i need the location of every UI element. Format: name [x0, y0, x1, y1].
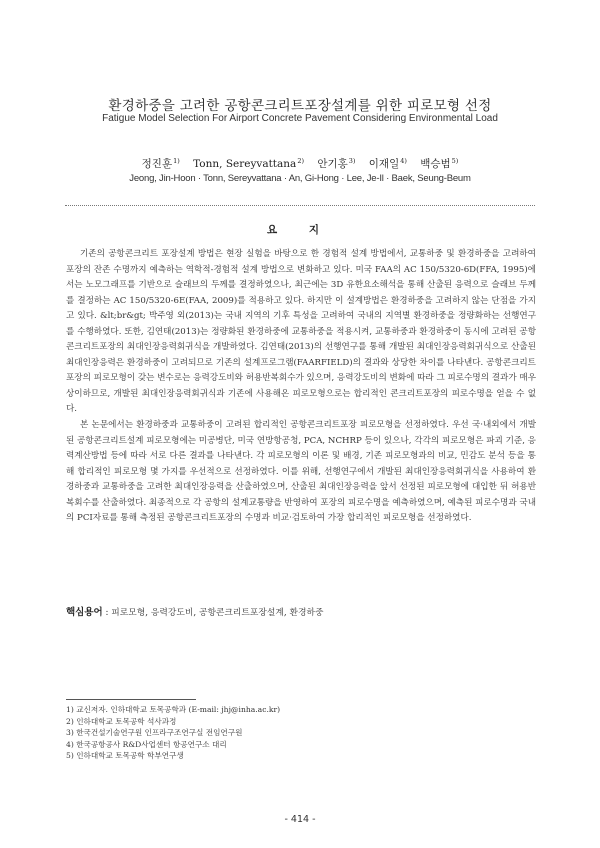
author-footnote-mark: 1): [173, 157, 180, 165]
author-5: [420, 158, 458, 170]
abstract-paragraph-1: 기존의 공항콘크리트 포장설계 방법은 현장 실험을 바탕으로 한 경험적 설계 방법에서, 교통하중 및 환경하중을 고려하여 포장의 잔존 수명까지 예측하는 역학적-경험적 설계 방법으로 변화하고 있다. 미국 FAA의 AC 150/5320-6D(FFA, 1995)에서는 노모그래프를 기반으로 슬래브의 두께를 결정하였으나, 최근에는 3D 유한요소해석을 통해 산출된 응력으로 슬래브 두께를 결정하는 AC 150/5320-6E(FAA, 2009)를 적용하고 있다. 하지만 이 설계방법은 환경하중을 고려하지 않는 단점을 가지고 있다. &lt;br&gt; 박주영 외(2013)는 국내 지역의 기후 특성을 고려하여 국내의 지역별 환경하중을 정량화하는 선행연구를 수행하였다. 또한, 김연태(2013)는 정량화된 환경하중에 교통하중을 적용시켜, 교통하중과 환경하중이 동시에 고려된 공항콘크리트포장의 최대인장응력회귀식을 개발하였다. 김연태(2013)의 선행연구를 통해 개발된 최대인장응력회귀식으로 산출된 최대인장응력은 환경하중이 고려되므로 기존의 설계프로그램(FAARFIELD)의 결과와 상당한 차이를 나타낸다. 공항콘크리트포장의 피로모형이 갖는 변수로는 응력강도비와 허용반복회수가 있으며, 응력강도비의 변화에 따라 그 피로수명의 결과가 매우 상이하므로, 개발된 최대인장응력회귀식과 기존에 사용해온 피로모형으로는 합리적인 콘크리트포장의 피로수명을 얻을 수 없다.: [66, 249, 536, 415]
footnote-1: 1) 교신저자. 인하대학교 토목공학과 (E-mail: jhj@inha.ac.kr): [66, 705, 281, 714]
title-english: Fatigue Model Selection For Airport Concrete Pavement Considering Environmental Load: [102, 113, 498, 124]
title-korean: 환경하중을 고려한 공항콘크리트포장설계를 위한 피로모형 선정: [108, 98, 492, 114]
keywords-text: : 피로모형, 응력강도비, 공항콘크리트포장설계, 환경하중: [102, 608, 324, 618]
keywords-label: 핵심용어: [66, 607, 103, 618]
footnote-divider: [66, 699, 196, 700]
header-divider: [65, 205, 535, 206]
abstract-paragraph-2: 본 논문에서는 환경하중과 교통하중이 고려된 합리적인 공항콘크리트포장 피로모형을 선정하였다. 우선 국·내외에서 개발된 공항콘크리트설계 피로모형에는 미공병단, 미국 연방항공청, PCA, NCHRP 등이 있으나, 각각의 피로모형은 파괴 기준, 응력계산방법 등에 따라 서로 다른 결과를 나타낸다. 각 피로모형의 이론 및 배경, 기존 피로모형과의 비교, 민감도 분석 등을 통해 합리적인 피로모형 몇 가지를 우선적으로 선정하였다. 이를 위해, 선행연구에서 개발된 최대인장응력회귀식을 사용하여 환경하중과 교통하중을 고려한 최대인장응력을 산출하였으며, 산출된 최대인장응력을 앞서 선정된 피로모형에 대입한 뒤 허용반복회수를 산출하였다. 최종적으로 각 공항의 설계교통량을 반영하여 포장의 피로수명을 예측하였으며, 예측된 피로수명과 국내의 PCI자료를 통해 측정된 공항콘크리트포장의 수명과 비교·검토하여 가장 합리적인 피로모형을 선정하였다.: [66, 420, 536, 524]
footnotes: [66, 704, 536, 762]
footnote-5: 5) 인하대학교 토목공학 학부연구생: [66, 751, 184, 761]
author-1: [142, 158, 180, 170]
author-2: [193, 158, 304, 170]
footnote-4: 4) 한국공항공사 R&D사업센터 항공연구소 대리: [66, 739, 227, 749]
author-name: 정진훈: [141, 158, 173, 170]
author-footnote-mark: 3): [348, 157, 356, 165]
author-footnote-mark: 2): [297, 157, 304, 165]
author-name: 안기홍: [317, 158, 348, 170]
author-name: 백승범: [420, 158, 451, 170]
author-footnote-mark: 4): [400, 157, 407, 165]
footnote-3: 3) 한국건설기술연구원 인프라구조연구실 전임연구원: [66, 728, 243, 738]
abstract-body: [66, 247, 536, 527]
author-footnote-mark: 5): [451, 157, 459, 165]
footnote-2: 2) 인하대학교 토목공학 석사과정: [66, 716, 177, 726]
author-name: 이재일: [368, 158, 400, 170]
keywords: [66, 604, 536, 618]
author-4: [369, 158, 407, 170]
authors-english: Jeong, Jin-Hoon · Tonn, Sereyvattana · An, Gi-Hong · Lee, Je-Il · Baek, Seung-Beum: [129, 173, 471, 184]
page-number: - 414 -: [284, 814, 316, 825]
abstract-heading: 요 지: [267, 224, 333, 236]
author-3: [317, 158, 355, 170]
authors-korean: [0, 156, 600, 171]
author-name: Tonn, Sereyvattana: [193, 158, 297, 170]
